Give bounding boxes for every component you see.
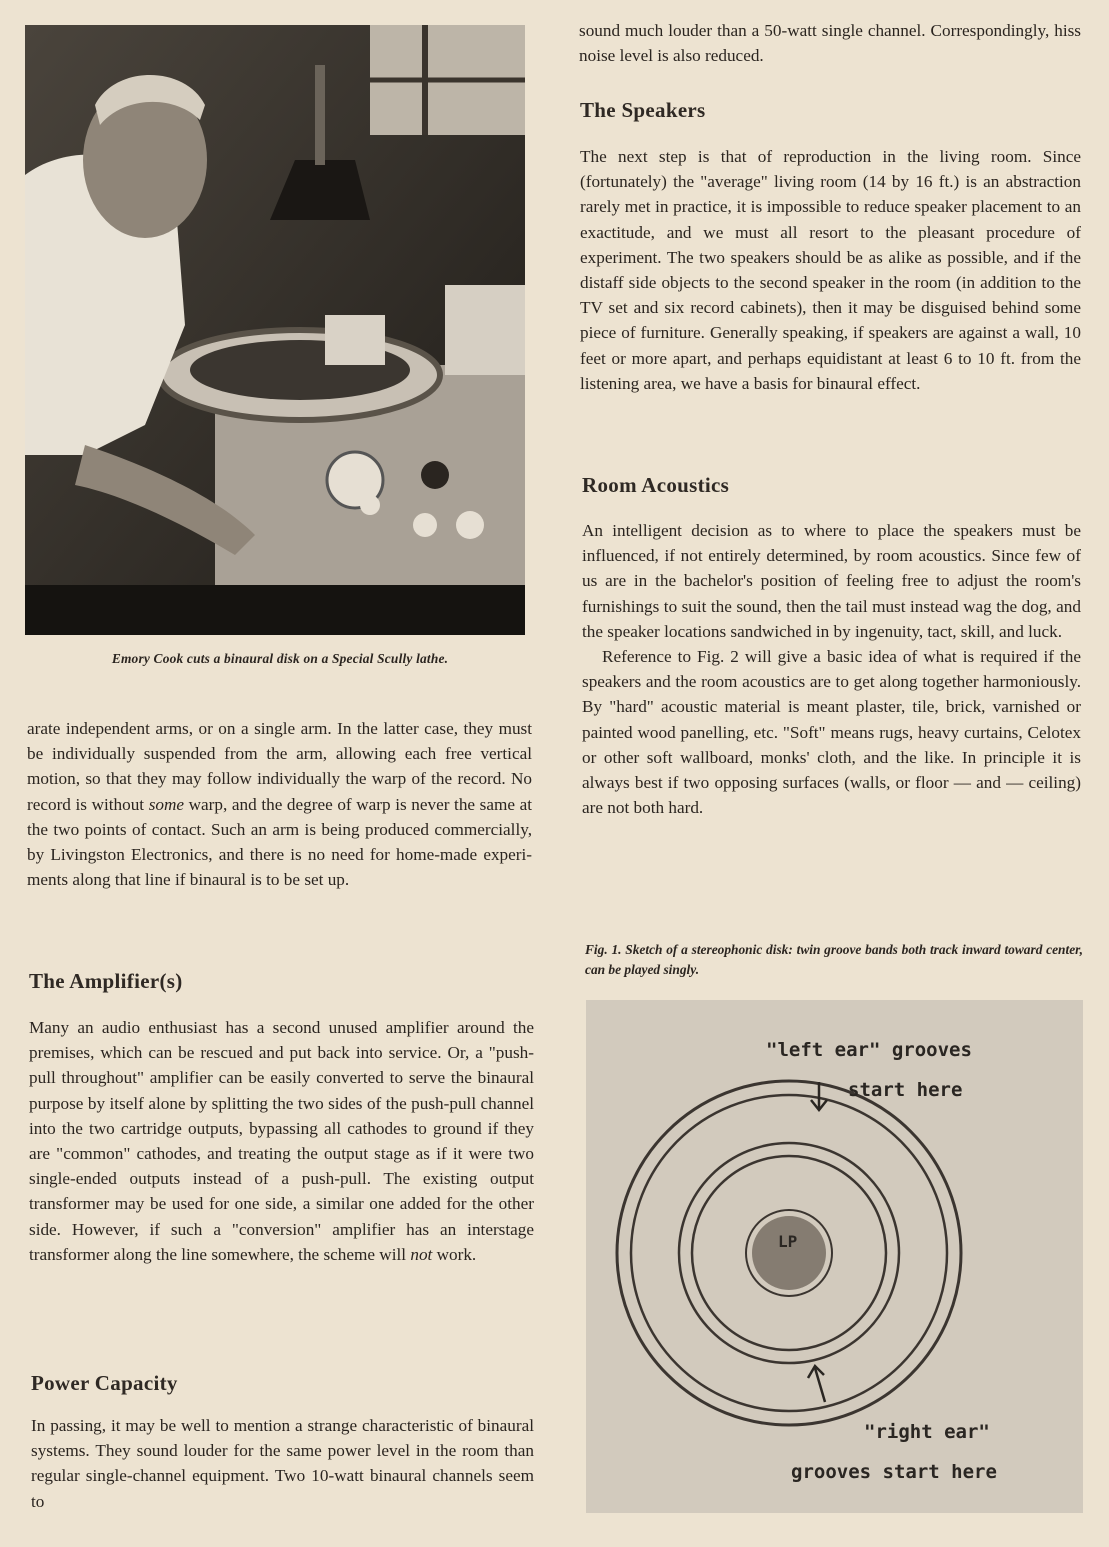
right-continuation <box>579 18 1081 68</box>
amplifier-section <box>29 1015 534 1267</box>
label-left-ear-line1: "left ear" grooves <box>766 1039 972 1061</box>
photo-caption: Emory Cook cuts a binaural disk on a Special Scully lathe. <box>111 651 449 666</box>
right-continuation-paragraph: sound much louder than a 50-watt single channel. Correspondingly, hiss noise level is also reduced. <box>579 21 1081 66</box>
left-continuation <box>27 716 532 892</box>
disk-sketch <box>586 1000 1083 1513</box>
emphasis: some <box>148 794 185 814</box>
text-segment: work. <box>432 1244 477 1264</box>
label-right-ear-line2: grooves start here <box>791 1461 997 1483</box>
text-segment: warp, and the degree of warp is never the same at the two points of contact. Such an arm is being produced commercially, by Livingston Electronics, and there is no need for home-made experiments along that line if binaural is to be set up. <box>27 794 532 890</box>
speakers-paragraph: The next step is that of reproduction in the living room. Since (fortunately) the "average" living room (14 by 16 ft.) is an abstraction rarely met in practice, it is impossible to reduce speaker placement to an exactitude, and we must all resort to the pleasant procedure of experiment. The two speakers should be as alike as possible, and if the distaff side objects to the second speaker in the room (in addition to the TV set and six record cabinets), then it may be disguised behind some piece of furniture. Generally speaking, if speakers are against a wall, 10 feet or more apart, and perhaps equidistant at least 6 to 10 ft. from the listening area, we have a basis for binaural effect. <box>580 147 1081 393</box>
power-paragraph: In passing, it may be well to mention a strange characteristic of binaural systems. They sound louder for the same power level in the room than regular single-channel equipment. Two 10-watt binaural channels seem to <box>31 1416 534 1511</box>
figure-label: Fig. 1. <box>585 942 622 957</box>
amplifier-paragraph <box>29 1015 534 1267</box>
heading-amplifier: The Amplifier(s) <box>29 969 183 993</box>
label-right-ear-line1: "right ear" <box>864 1421 990 1443</box>
figure-caption <box>585 940 1083 980</box>
center-label: LP <box>778 1232 798 1251</box>
room-section <box>582 518 1081 820</box>
text-segment: Many an audio enthusiast has a second unused amplifier around the premises, which can be rescued and put back into service. Or, a "push-pull throughout" amplifier can be easily converted to serve the binaural purpose by itself alone by splitting the two sides of the push-pull channel into the two cartridge outputs, bypassing all cathodes to ground if they are "common" cathodes, and treating the output stage as if it were two single-ended outputs instead of a push-pull. The existing output transformer may be used for one side, a similar one added for the other side. However, if such a "conversion" amplifier has an interstage transformer along the line somewhere, the scheme will <box>29 1018 534 1264</box>
text-segment: arate independent arms, or on a single arm. In the latter case, they must be individually suspended from the arm, allowing each free vertical motion, so that they may follow individually the warp of the record. No record is without <box>27 719 532 814</box>
heading-speakers: The Speakers <box>580 98 706 122</box>
left-continuation-paragraph <box>27 716 532 892</box>
heading-power-capacity: Power Capacity <box>31 1371 178 1395</box>
room-paragraph-2: Reference to Fig. 2 will give a basic idea of what is required if the speakers and the room acoustics are to get along together harmoniously. By "hard" acoustic material is meant plaster, tile, brick, varnished or painted wood panelling, etc. "Soft" means rugs, heavy curtains, Celotex or other soft wallboard, monks' cloth, and the like. In principle it is always best if two opposing surfaces (walls, or floor — and — ceiling) are not both hard. <box>582 647 1081 818</box>
room-paragraph-1: An intelligent decision as to where to place the speakers must be influenced, if not entirely determined, by room acoustics. Since few of us are in the bachelor's position of feeling free to adjust the room's furnishings to suit the sound, then the tail must instead wag the dog, and the speaker locations sandwiched in by ingenuity, tact, skill, and luck. <box>582 521 1081 641</box>
heading-room-acoustics: Room Acoustics <box>582 473 730 497</box>
emphasis: not <box>410 1244 433 1264</box>
figure-caption-text: Sketch of a stereophonic disk: twin groove bands both track inward toward center, can be played singly. <box>585 942 1083 977</box>
label-left-ear-line2: start here <box>848 1079 963 1101</box>
power-section <box>31 1413 534 1514</box>
lathe-photo <box>25 25 525 635</box>
speakers-section <box>580 144 1081 396</box>
disk-label <box>752 1216 826 1290</box>
